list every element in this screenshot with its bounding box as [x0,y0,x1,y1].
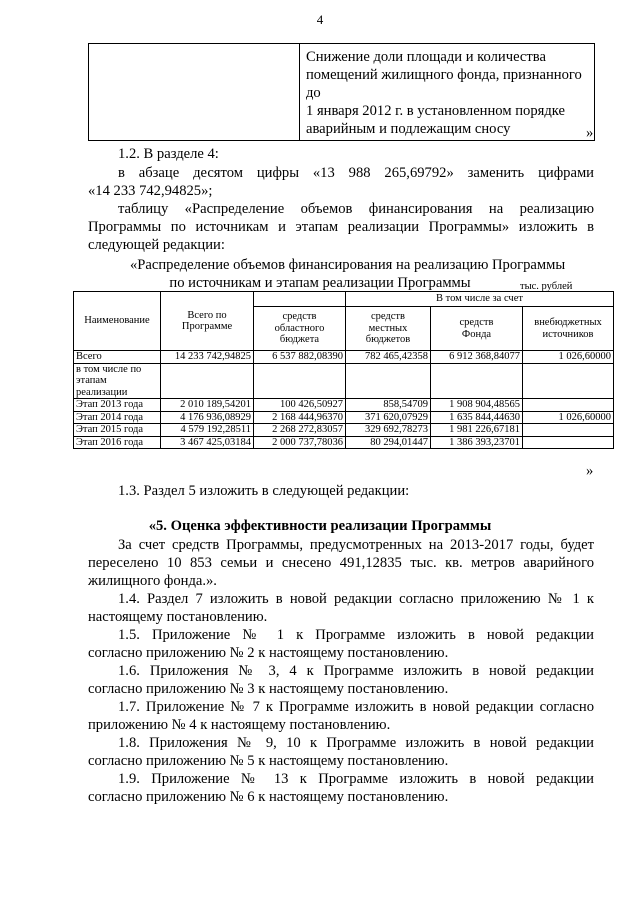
item-line: 1.7. Приложение № 7 к Программе изложить в новой редакции согласно [118,699,594,715]
cell-regional: 100 426,50927 [254,399,346,412]
item-line: 1.6. Приложения № 3, 4 к Программе изложить в новой редакции [118,663,594,679]
cell-local: 80 294,01447 [346,436,431,449]
header-line: бюджета [279,334,320,346]
page-number: 4 [316,12,324,27]
header-line: Фонда [461,328,492,340]
cell-regional: 2 168 444,96370 [254,411,346,424]
header-line: средств [371,311,405,323]
header-incl: В том числе за счет [346,292,614,307]
header-local [346,307,431,351]
item-line: 1.9. Приложение № 13 к Программе изложить в новой редакции [118,771,594,787]
cell-empty [161,363,254,399]
header-empty [254,292,346,307]
table-title: «Распределение объемов финансирования на реализацию Программы [130,257,566,273]
para-5-line: жилищного фонда.». [88,573,217,589]
item-line: приложению № 4 к настоящему постановлению. [88,717,391,733]
para-1-2-b-line: следующей редакции: [88,237,225,253]
cell-extra: 1 026,60000 [523,351,614,364]
table-row [74,399,614,412]
top-text-line: 1 января 2012 г. в установленном порядке [306,103,565,119]
cell-regional: 2 000 737,78036 [254,436,346,449]
cell-name: Этап 2016 года [74,436,161,449]
para-1-2-a-line: «14 233 742,94825»; [88,183,213,199]
financing-table [73,291,614,449]
table-title: по источникам и этапам реализации Программы [169,275,471,291]
cell-name: Этап 2013 года [74,399,161,412]
unit-label: тыс. рублей [520,281,573,292]
top-table-left-cell [89,44,300,141]
cell-fund: 1 635 844,44630 [431,411,523,424]
table-row [74,424,614,437]
para-1-2-b-line: таблицу «Распределение объемов финансирования на реализацию [118,201,594,217]
section-1-2: 1.2. В разделе 4: [118,146,219,162]
item-line: согласно приложению № 2 к настоящему постановлению. [88,645,449,661]
cell-fund: 6 912 368,84077 [431,351,523,364]
cell-local: 858,54709 [346,399,431,412]
top-text-line: Снижение доли площади и количества [306,49,546,65]
item-line: согласно приложению № 3 к настоящему постановлению. [88,681,449,697]
closing-quote: » [586,463,594,479]
cell-total: 14 233 742,94825 [161,351,254,364]
header-line: источников [542,328,594,340]
header-line: внебюджетных [534,317,602,328]
table-row-stages [74,363,614,399]
cell-total: 3 467 425,03184 [161,436,254,449]
header-total [161,292,254,351]
item-line: 1.8. Приложения № 9, 10 к Программе изложить в новой редакции [118,735,594,751]
cell-extra [523,436,614,449]
cell-name: Этап 2014 года [74,411,161,424]
para-5-line: переселено 10 853 семьи и снесено 491,12835 тыс. кв. метров аварийного [88,555,594,571]
closing-quote: » [586,125,594,141]
item-line: согласно приложению № 5 к настоящему постановлению. [88,753,449,769]
cell-empty [346,363,431,399]
cell-empty [523,363,614,399]
cell-fund: 1 981 226,67181 [431,424,523,437]
table-row [74,436,614,449]
cell-empty [254,363,346,399]
cell-total: 4 176 936,08929 [161,411,254,424]
para-1-2-a-line: в абзаце десятом цифры «13 988 265,69792» заменить цифрами [118,165,594,181]
header-line: бюджетов [365,334,411,346]
header-fund [431,307,523,351]
top-table-right-cell [300,44,595,141]
stages-line: реализации [76,386,128,398]
header-line: средств [459,317,494,328]
header-regional [254,307,346,351]
stages-line: этапам [76,375,107,386]
cell-extra: 1 026,60000 [523,411,614,424]
item-line: настоящему постановлению. [88,609,268,625]
header-total-line: Всего по [187,309,227,321]
header-name: Наименование [74,292,161,351]
section-1-3: 1.3. Раздел 5 изложить в следующей редакции: [118,483,410,499]
header-line: местных [368,322,408,334]
cell-extra [523,424,614,437]
cell-stages-label [74,363,161,399]
para-1-2-b-line: Программы по источникам и этапам реализации Программы» изложить в [88,219,594,235]
stages-line: в том числе по [76,363,142,375]
table-row [74,411,614,424]
cell-fund: 1 908 904,48565 [431,399,523,412]
cell-local: 329 692,78273 [346,424,431,437]
cell-name: Всего [74,351,161,364]
top-text-line: помещений жилищного фонда, признанного до [306,67,582,101]
item-line: согласно приложению № 6 к настоящему постановлению. [88,789,449,805]
cell-local: 371 620,07929 [346,411,431,424]
cell-total: 4 579 192,28511 [161,424,254,437]
cell-name: Этап 2015 года [74,424,161,437]
header-line: средств [282,311,317,323]
header-line: областного [274,322,325,334]
top-table [88,43,595,141]
top-text-line: аварийным и подлежащим сносу [306,121,511,137]
header-total-line: Программе [181,321,233,332]
cell-empty [431,363,523,399]
cell-regional: 2 268 272,83057 [254,424,346,437]
cell-total: 2 010 189,54201 [161,399,254,412]
para-5-line: За счет средств Программы, предусмотренных на 2013-2017 годы, будет [118,537,594,553]
item-line: 1.5. Приложение № 1 к Программе изложить в новой редакции [118,627,594,643]
cell-extra [523,399,614,412]
section-heading: «5. Оценка эффективности реализации Программы [148,518,492,534]
cell-regional: 6 537 882,08390 [254,351,346,364]
header-extra [523,307,614,351]
table-row-total [74,351,614,364]
cell-fund: 1 386 393,23701 [431,436,523,449]
cell-local: 782 465,42358 [346,351,431,364]
item-line: 1.4. Раздел 7 изложить в новой редакции согласно приложению № 1 к [118,591,594,607]
